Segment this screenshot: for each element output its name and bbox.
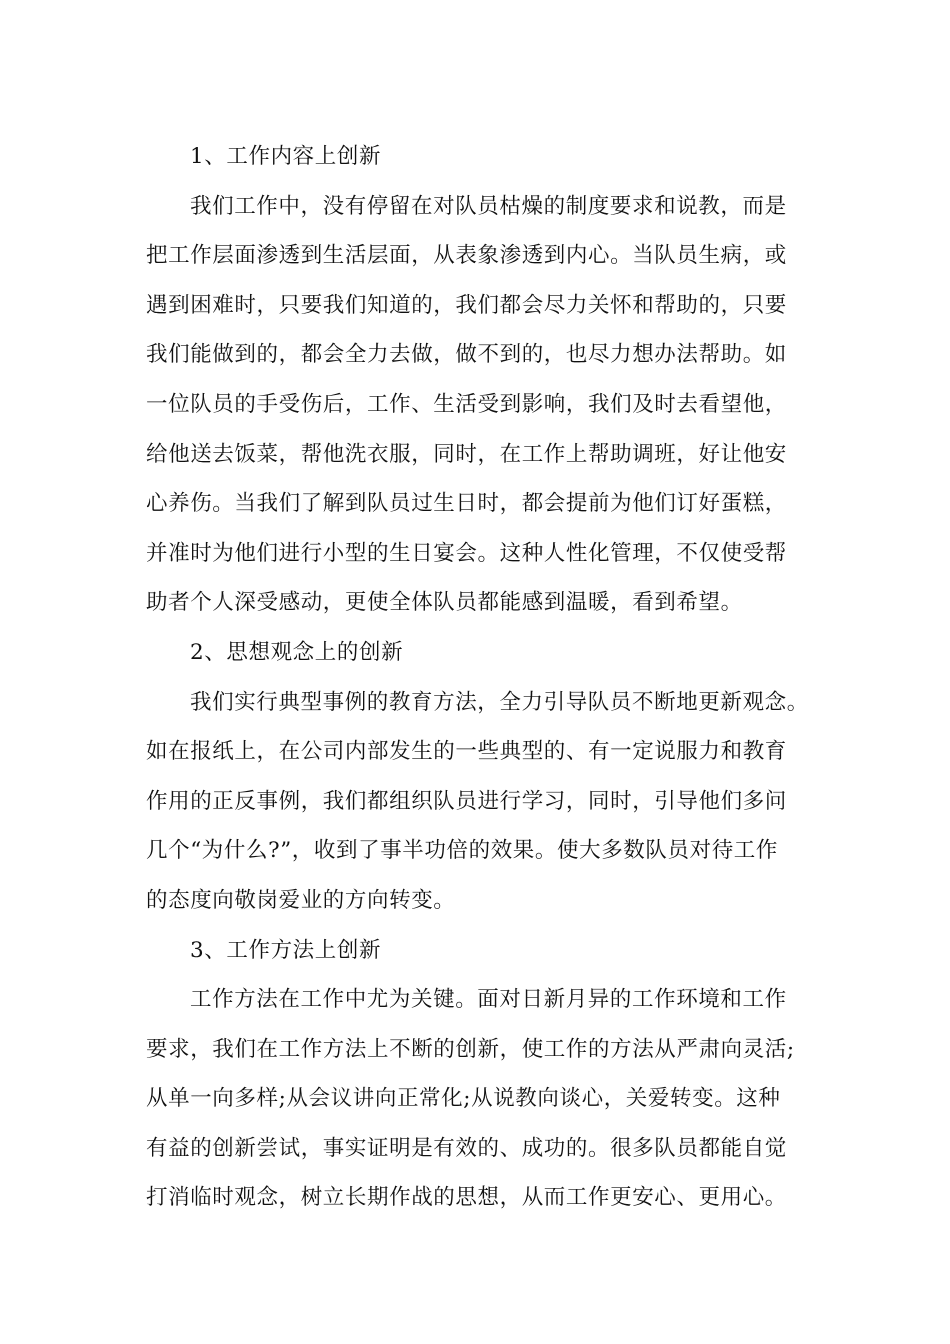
paragraph-line: 的态度向敬岗爱业的方向转变。 [146,887,456,913]
paragraph-line: 一位队员的手受伤后，工作、生活受到影响，我们及时去看望他， [146,391,787,417]
paragraph-line: 打消临时观念，树立长期作战的思想，从而工作更安心、更用心。 [146,1185,787,1211]
document-page [146,132,808,1223]
paragraph-line: 如在报纸上，在公司内部发生的一些典型的、有一定说服力和教育 [146,739,787,765]
paragraph-line: 并准时为他们进行小型的生日宴会。这种人性化管理，不仅使受帮 [146,540,787,566]
paragraph-line: 从单一向多样;从会议讲向正常化;从说教向谈心，关爱转变。这种 [146,1086,781,1112]
paragraph-line: 要求，我们在工作方法上不断的创新，使工作的方法从严肃向灵活; [146,1036,795,1062]
section-2 [146,628,808,926]
paragraph-line: 给他送去饭菜，帮他洗衣服，同时，在工作上帮助调班，好让他安 [146,441,787,467]
paragraph-line: 心养伤。当我们了解到队员过生日时，都会提前为他们订好蛋糕， [146,491,787,517]
paragraph-line: 我们工作中，没有停留在对队员枯燥的制度要求和说教，而是 [190,193,787,219]
paragraph-line: 把工作层面渗透到生活层面，从表象渗透到内心。当队员生病，或 [146,243,787,269]
section-heading: 2、思想观念上的创新 [190,639,404,665]
paragraph-line: 助者个人深受感动，更使全体队员都能感到温暖，看到希望。 [146,590,743,616]
paragraph-line: 有益的创新尝试，事实证明是有效的、成功的。很多队员都能自觉 [146,1135,787,1161]
section-heading: 3、工作方法上创新 [190,937,382,963]
paragraph-line: 我们实行典型事例的教育方法，全力引导队员不断地更新观念。 [190,689,809,715]
section-heading: 1、工作内容上创新 [190,144,382,169]
paragraph-line: 遇到困难时，只要我们知道的，我们都会尽力关怀和帮助的，只要 [146,292,787,318]
paragraph-line: 工作方法在工作中尤为关键。面对日新月异的工作环境和工作 [190,987,787,1013]
paragraph-line: 几个“为什么?”，收到了事半功倍的效果。使大多数队员对待工作 [146,838,779,864]
section-1 [146,132,808,628]
paragraph-line: 我们能做到的，都会全力去做，做不到的，也尽力想办法帮助。如 [146,342,787,368]
section-3 [146,926,808,1224]
paragraph-line: 作用的正反事例，我们都组织队员进行学习，同时，引导他们多问 [146,788,787,814]
